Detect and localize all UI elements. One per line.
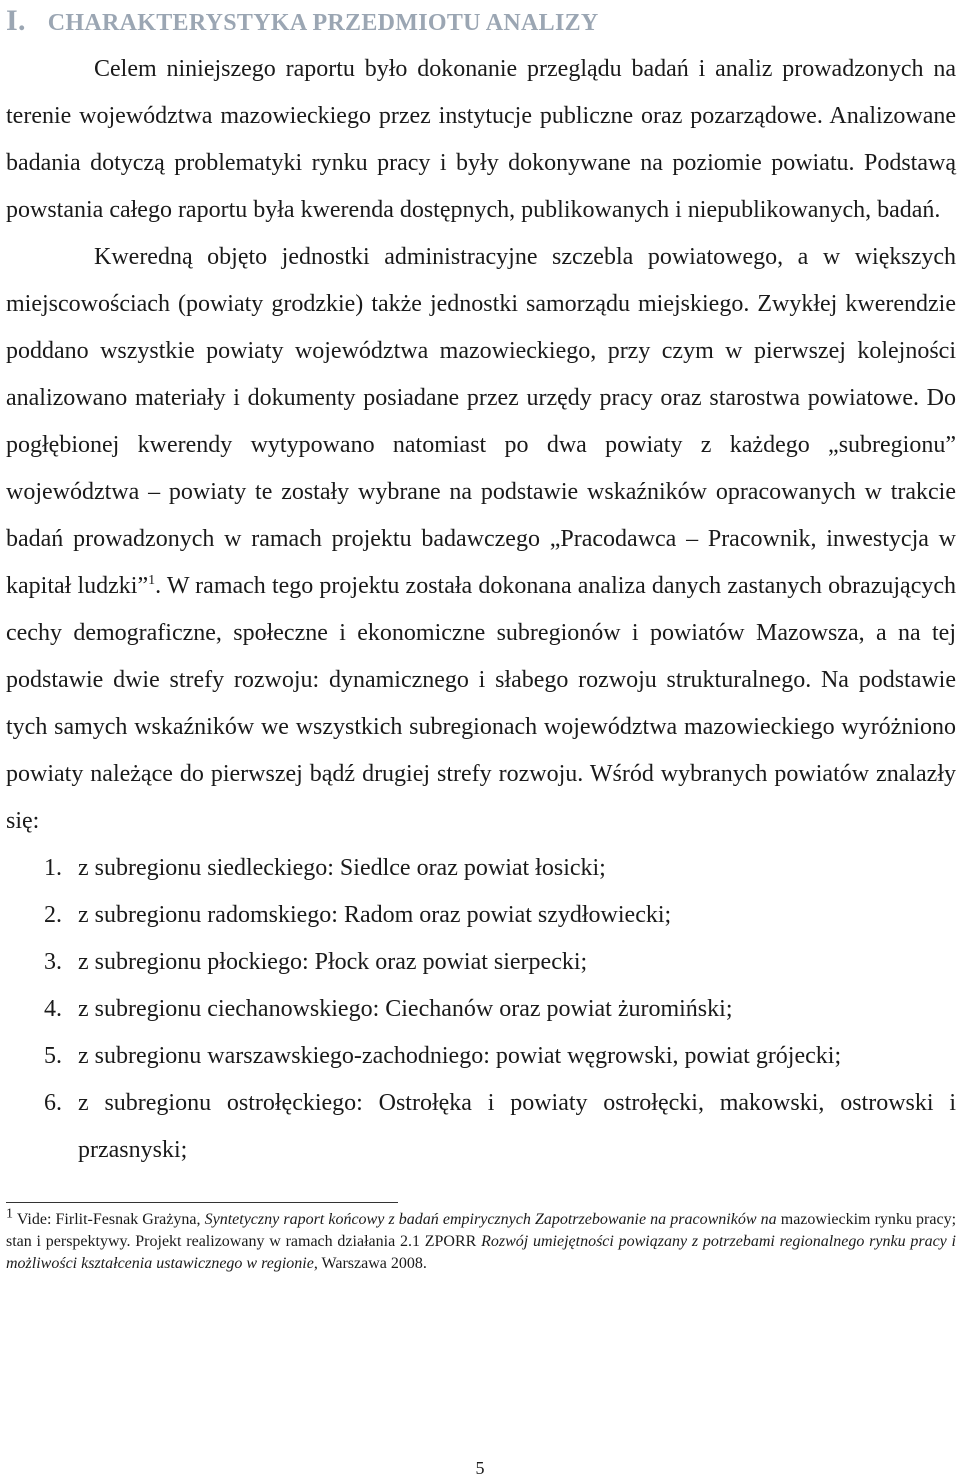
footnote-number: 1 (6, 1206, 13, 1222)
list-item-number: 5. (44, 1043, 62, 1069)
list-item-number: 1. (44, 855, 62, 881)
list-item-number: 3. (44, 949, 62, 975)
list-item-text: z subregionu radomskiego: Radom oraz powiat szydłowiecki; (78, 902, 672, 928)
list-item-text: z subregionu ostrołęckiego: Ostrołęka i powiaty ostrołęcki, makowski, ostrowski i przasnyski; (78, 1090, 956, 1163)
paragraph-methodology (6, 234, 956, 845)
section-heading (6, 4, 956, 40)
footnote-lead: Vide: Firlit-Fesnak Grażyna, (16, 1211, 205, 1228)
footnote-reference[interactable]: 1 (148, 573, 156, 588)
paragraph-methodology-part2: . W ramach tego projektu została dokonana analiza danych zastanych obrazujących cechy demograficzne, społeczne i ekonomiczne subregionów i powiatów Mazowsza, a na tej podstawie dwie strefy rozwoju: dynamicznego i słabego rozwoju strukturalnego. Na podstawie tych samych wskaźników we wszystkich subregionach województwa mazowieckiego wyróżniono powiaty należące do pierwszej bądź drugiej strefy rozwoju. Wśród wybranych powiatów znalazły się: (6, 573, 957, 834)
footnote-title: Syntetyczny raport końcowy z badań empirycznych Zapotrzebowanie na pracowników na (204, 1211, 777, 1228)
list-item (6, 892, 956, 939)
list-item (6, 939, 956, 986)
section-title: CHARAKTERYSTYKA PRZEDMIOTU ANALIZY (47, 10, 599, 36)
section-number: I. (6, 4, 26, 37)
document-page (6, 0, 956, 1275)
page-number: 5 (475, 1458, 485, 1478)
footnote-program: Rozwój umiejętności powiązany z potrzebami regionalnego rynku pracy i możliwości kształcenia ustawicznego w regionie (6, 1233, 957, 1272)
list-item (6, 986, 956, 1033)
list-item-number: 6. (44, 1090, 62, 1116)
list-item-text: z subregionu płockiego: Płock oraz powiat sierpecki; (78, 949, 588, 975)
footnote-middle: mazowieckim rynku pracy; stan i perspektywy. Projekt realizowany w ramach działania 2.1 ZPORR (6, 1211, 957, 1250)
footnote (6, 1206, 957, 1275)
list-item-text: z subregionu ciechanowskiego: Ciechanów oraz powiat żuromiński; (78, 996, 733, 1022)
list-item (6, 1033, 956, 1080)
footnote-tail: , Warszawa 2008. (313, 1255, 427, 1272)
list-item (6, 845, 956, 892)
district-list (6, 845, 956, 1174)
list-item-number: 2. (44, 902, 62, 928)
list-item-number: 4. (44, 996, 62, 1022)
list-item (6, 1080, 956, 1174)
paragraph-intro: Celem niniejszego raportu było dokonanie przeglądu badań i analiz prowadzonych na terenie województwa mazowieckiego przez instytucje publiczne oraz pozarządowe. Analizowane badania dotyczą problematyki rynku pracy i były dokonywane na poziomie powiatu. Podstawą powstania całego raportu była kwerenda dostępnych, publikowanych i niepublikowanych, badań. (6, 56, 956, 223)
footnote-separator (6, 1202, 398, 1203)
paragraph-methodology-part1: Kweredną objęto jednostki administracyjne szczebla powiatowego, a w większych miejscowościach (powiaty grodzkie) także jednostki samorządu miejskiego. Zwykłej kwerendzie poddano wszystkie powiaty województwa mazowieckiego, przy czym w pierwszej kolejności analizowano materiały i dokumenty posiadane przez urzędy pracy oraz starostwa powiatowe. Do pogłębionej kwerendy wytypowano natomiast po dwa powiaty z każdego „subregionu” województwa – powiaty te zostały wybrane na podstawie wskaźników opracowanych w trakcie badań prowadzonych w ramach projektu badawczego „Pracodawca – Pracownik, inwestycja w kapitał ludzki” (6, 244, 956, 599)
list-item-text: z subregionu siedleckiego: Siedlce oraz powiat łosicki; (78, 855, 606, 881)
list-item-text: z subregionu warszawskiego-zachodniego: powiat węgrowski, powiat grójecki; (78, 1043, 842, 1069)
